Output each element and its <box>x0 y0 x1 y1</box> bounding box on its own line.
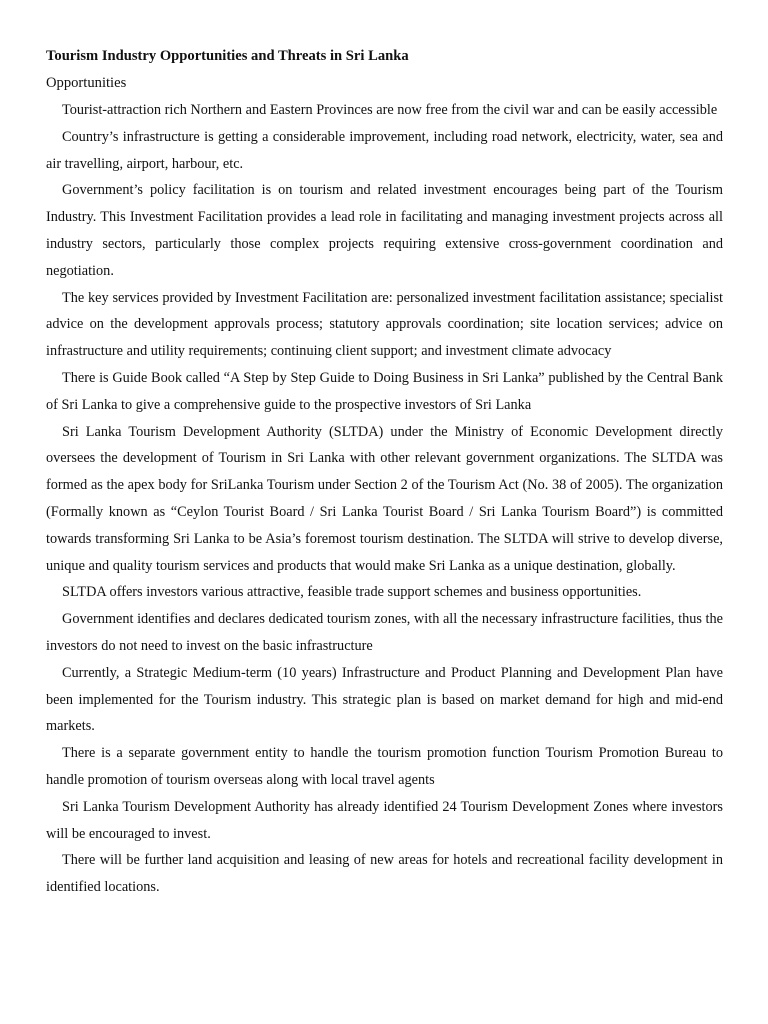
opportunity-paragraph <box>46 419 723 580</box>
opportunity-paragraph <box>46 606 723 660</box>
section-heading-opportunities: Opportunities <box>46 75 127 91</box>
opportunity-paragraph <box>46 177 723 284</box>
paragraph-text: There is Guide Book called “A Step by Step Guide to Doing Business in Sri Lanka” published by the Central Bank of Sri Lanka to give a comprehensive guide to the prospective investors of Sri Lanka <box>46 369 723 413</box>
paragraph-text: Currently, a Strategic Medium-term (10 years) Infrastructure and Product Planning and Development Plan have been implemented for the Tourism industry. This strategic plan is based on market demand for high and mid-end markets. <box>46 664 723 735</box>
opportunity-paragraph <box>46 365 723 419</box>
opportunity-paragraph <box>46 660 723 740</box>
opportunity-paragraph <box>46 97 723 124</box>
opportunity-paragraph <box>46 847 723 901</box>
paragraph-text: Government’s policy facilitation is on tourism and related investment encourages being part of the Tourism Industry. This Investment Facilitation provides a lead role in facilitating and managing investment projects across all industry sectors, particularly those complex projects requiring extensive cross-government coordination and negotiation. <box>46 182 723 279</box>
paragraph-text: Tourist-attraction rich Northern and Eastern Provinces are now free from the civil war and can be easily accessible <box>62 102 718 118</box>
paragraph-text: Country’s infrastructure is getting a considerable improvement, including road network, electricity, water, sea and air travelling, airport, harbour, etc. <box>46 128 723 172</box>
document-page <box>46 44 723 901</box>
opportunity-paragraph <box>46 124 723 178</box>
opportunity-paragraph <box>46 285 723 365</box>
document-title: Tourism Industry Opportunities and Threats in Sri Lanka <box>46 48 409 64</box>
paragraph-text: There is a separate government entity to handle the tourism promotion function Tourism Promotion Bureau to handle promotion of tourism overseas along with local travel agents <box>46 745 723 788</box>
paragraph-text: SLTDA offers investors various attractive, feasible trade support schemes and business opportunities. <box>62 584 642 601</box>
opportunity-paragraph <box>46 794 723 848</box>
paragraph-text: Sri Lanka Tourism Development Authority (SLTDA) under the Ministry of Economic Development directly oversees the development of Tourism in Sri Lanka with other relevant government organizations. The SLTDA was formed as the apex body for SriLanka Tourism under Section 2 of the Tourism Act (No. 38 of 2005). The organization (Formally known as “Ceylon Tourist Board / Sri Lanka Tourist Board / Sri Lanka Tourism Board”) is committed towards transforming Sri Lanka to be Asia’s foremost tourism destination. The SLTDA will strive to develop diverse, unique and quality tourism services and products that would make Sri Lanka as a unique destination, globally. <box>46 423 723 574</box>
paragraph-text: Sri Lanka Tourism Development Authority has already identified 24 Tourism Development Zones where investors will be encouraged to invest. <box>46 798 723 842</box>
opportunity-paragraph <box>46 740 723 794</box>
paragraph-text: Government identifies and declares dedicated tourism zones, with all the necessary infrastructure facilities, thus the investors do not need to invest on the basic infrastructure <box>46 611 723 654</box>
paragraph-text: The key services provided by Investment Facilitation are: personalized investment facilitation assistance; specialist advice on the development approvals process; statutory approvals coordination; site location services; advice on infrastructure and utility requirements; continuing client support; and investment climate advocacy <box>46 289 723 360</box>
paragraph-text: There will be further land acquisition and leasing of new areas for hotels and recreational facility development in identified locations. <box>46 852 723 896</box>
opportunity-paragraph <box>46 579 723 606</box>
